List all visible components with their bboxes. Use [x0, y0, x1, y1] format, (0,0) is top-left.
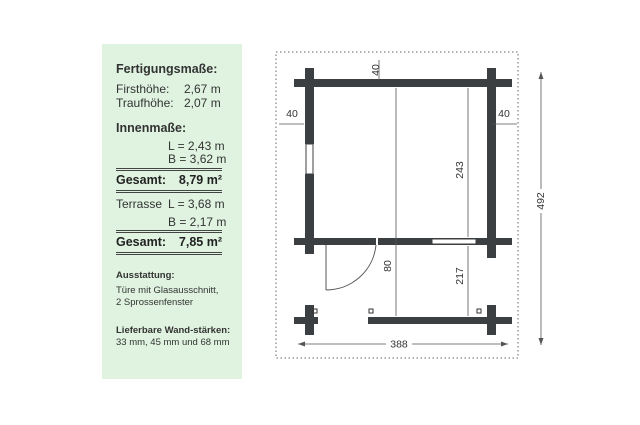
dim-label-inner-depth: 243	[453, 161, 466, 179]
walls-values: 33 mm, 45 mm und 68 mm	[116, 337, 230, 348]
arrow-head	[539, 72, 544, 79]
top-wall	[294, 79, 512, 87]
right-post-bottom	[487, 305, 496, 335]
dim-label-total-width: 388	[390, 338, 408, 351]
inner-title: Innenmaße:	[116, 121, 187, 135]
spec-panel: Fertigungsmaße: Firsthöhe: 2,67 m Traufhöhe: 2,07 m Innenmaße: L = 2,43 m B = 3,62 m Gesamt: 8,79 m² Terrasse L = 3,68 m B = 2,17 m Gesamt: 7,85 m² Ausstattung: Türe mit Glasausschnitt, 2 Sprossenfenster Lieferbare Wand-stärken: 33 mm, 45 mm und 68 mm	[102, 44, 242, 379]
front-window	[432, 239, 476, 244]
door-swing-arc	[326, 245, 376, 290]
inner-length: L = 2,43 m	[168, 139, 225, 153]
dim-label-terrace-depth: 217	[453, 267, 466, 285]
left-wall-upper	[305, 92, 314, 144]
dim-label-right-wall: 40	[498, 108, 510, 120]
panel-title: Fertigungsmaße:	[116, 62, 218, 76]
dim-label-top-wall: 40	[369, 64, 382, 76]
walls	[294, 68, 512, 335]
left-post-top	[305, 68, 314, 92]
arrow-head	[298, 342, 305, 347]
post-marker	[369, 309, 373, 313]
equipment-line: Türe mit Glasausschnitt,	[116, 285, 219, 296]
arrow-head	[539, 338, 544, 345]
inner-width: B = 3,62 m	[168, 152, 227, 166]
arrow-head	[501, 342, 508, 347]
dimension-lines	[279, 60, 541, 345]
equipment-line: 2 Sprossenfenster	[116, 297, 194, 308]
dim-label-left-wall: 40	[286, 108, 298, 120]
dim-label-door-offset: 80	[381, 260, 394, 272]
walls-title: Lieferbare Wand-stärken:	[116, 325, 231, 336]
dim-label-total-depth: 492	[534, 192, 547, 210]
terrace-width: B = 2,17 m	[168, 215, 227, 229]
equipment-title: Ausstattung:	[116, 270, 175, 281]
right-wall	[487, 68, 496, 258]
left-wall-lower	[305, 174, 314, 254]
side-window	[306, 144, 313, 174]
post-marker	[477, 309, 481, 313]
